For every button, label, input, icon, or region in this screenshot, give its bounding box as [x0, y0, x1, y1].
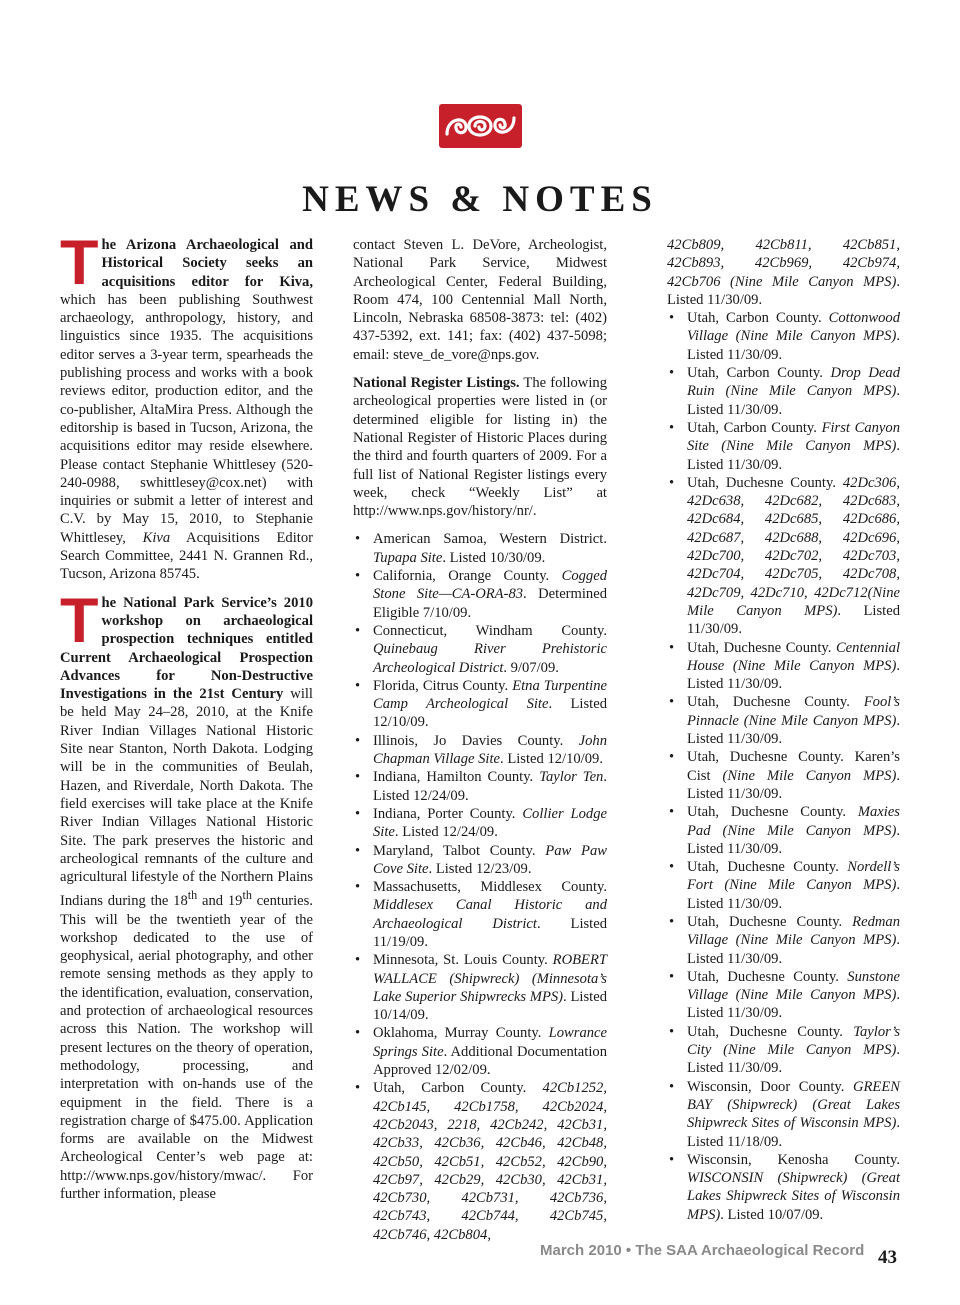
listing-location: Utah, Duchesne County.	[687, 913, 853, 930]
listing-status: . Listed 11/30/09.	[687, 657, 900, 693]
property-name: 42Cb1252, 42Cb145, 42Cb1758, 42Cb2024, 42Cb2043, 2218, 42Cb242, 42Cb31, 42Cb33, 42Cb36, 42Cb46, 42Cb48, 42Cb50, 42Cb51, 42Cb52, 42Cb90, 42Cb97, 42Cb29, 42Cb30, 42Cb31, 42Cb730, 42Cb731, 42Cb736, 42Cb743, 42Cb744, 42Cb745, 42Cb746, 42Cb804,	[373, 1080, 607, 1243]
list-item	[667, 419, 900, 474]
list-item	[667, 1078, 900, 1151]
list-item	[353, 951, 607, 1024]
property-name: ROBERT WALLACE (Shipwreck) (Minnesota’s Lake Superior Shipwrecks MPS)	[373, 952, 607, 1005]
property-name: GREEN BAY (Shipwreck) (Great Lakes Shipwreck Sites of Wisconsin MPS)	[687, 1078, 900, 1132]
listing-location: Illinois, Jo Davies County.	[373, 732, 579, 749]
listing-location: Utah, Carbon County.	[373, 1080, 543, 1097]
listing-status: . Determined Eligible 7/10/09.	[373, 586, 608, 621]
listing-location: Indiana, Hamilton County.	[373, 769, 540, 786]
listing-status: . Listed 11/30/09.	[687, 767, 900, 802]
nps-workshop-article	[60, 585, 313, 1204]
article-continuation: contact Steven L. DeVore, Archeologist, National Park Service, Midwest Archeological Center, Federal Building, Room 474, 100 Centennial Mall North, Lincoln, Nebraska 68508-3873: tel: (402) 437-5392, ext. 141; fax: (402) 437-5098; email: steve_de_vore@nps.gov.	[353, 237, 607, 363]
article-lead: he Arizona Archaeological and Historical Society seeks an acquisitions editor for Kiva,	[101, 237, 313, 290]
kiva-editor-article	[60, 228, 313, 584]
running-footer: March 2010 • The SAA Archaeological Record	[540, 1242, 865, 1259]
national-register-heading: National Register Listings.	[353, 375, 520, 392]
property-name: Cottonwood Village (Nine Mile Canyon MPS)	[687, 310, 900, 345]
listing-status: . Listed 11/30/09.	[687, 822, 900, 857]
list-item-continuation	[667, 236, 900, 309]
listing-status: . Listed 11/19/09.	[373, 915, 608, 950]
listing-status: . Listed 11/30/09.	[687, 932, 900, 967]
national-register-intro	[353, 374, 607, 520]
drop-cap: T	[60, 585, 99, 656]
listing-status: . Listed 12/10/09.	[373, 696, 607, 731]
listing-location: Utah, Duchesne County.	[687, 694, 864, 711]
listing-status: . Listed 11/30/09.	[687, 877, 900, 912]
article-body: and 19	[197, 893, 243, 910]
listing-status: . Listed 11/30/09.	[667, 273, 900, 308]
listing-status: . Listed 10/14/09.	[373, 988, 607, 1024]
listing-status: . Listed 11/18/09.	[687, 1115, 900, 1150]
property-name: WISCONSIN (Shipwreck) (Great Lakes Shipwreck Sites of Wisconsin MPS)	[687, 1170, 900, 1223]
property-name: Paw Paw Cove Site	[373, 842, 607, 877]
article-body: will be held May 24–28, 2010, at the Knife River Indian Villages National Historic Site near Stanton, North Dakota. Lodging will be in the communities of Beulah, Hazen, and Riverdale, North Dakota. The field exercises will take place at the Knife River Indian Villages National Historic Site. The park preserves the historic and archeological remnants of the culture and agricultural lifestyle of the Northern Plains Indians during the 18	[60, 686, 313, 910]
list-item	[667, 364, 900, 419]
property-name: Centennial House (Nine Mile Canyon MPS)	[687, 639, 900, 674]
property-name: John Chapman Village Site	[373, 732, 607, 768]
property-name: Taylor’s City (Nine Mile Canyon MPS)	[687, 1023, 900, 1059]
list-item	[667, 748, 900, 803]
list-item	[353, 732, 607, 769]
listing-status: . Listed 11/30/09.	[687, 602, 900, 638]
listing-location: Utah, Duchesne County.	[687, 804, 858, 821]
listing-status: . Listed 10/30/09.	[442, 549, 546, 566]
listing-status: . Listed 12/10/09.	[500, 751, 603, 768]
superscript: th	[242, 888, 252, 903]
article-body: centuries. This will be the twentieth year of the workshop dedicated to the use of geophysical, aerial photography, and other remote sensing methods as they apply to the identification, evaluation, conservation, and protection of archaeological resources across this Nation. The workshop will present lectures on the theory of operation, methodology, processing, and interpretation with on-hands use of the equipment in the field. There is a registration charge of $475.00. Application forms are available on the Midwest Archeological Center’s web page at: http://www.nps.gov/history/mwac/. For further information, please	[60, 893, 313, 1202]
page-number: 43	[878, 1247, 897, 1268]
listing-status: . Listed 10/07/09.	[720, 1206, 824, 1223]
property-name: Tupapa Site	[373, 549, 443, 566]
list-item	[667, 913, 900, 968]
article-lead: he National Park Service’s 2010 workshop on archaeological prospection techniques entitled Current Archaeological Prospection Advances for Non-Destructive Investigations in the 21st Century	[60, 594, 313, 703]
property-name: Quinebaug River Prehistoric Archeological District	[373, 641, 607, 676]
listing-status: . Listed 12/24/09.	[373, 769, 608, 804]
property-name: Drop Dead Ruin (Nine Mile Canyon MPS)	[687, 365, 900, 400]
national-register-intro-text: The following archeological properties were listed in (or determined eligible for listing in) the National Register of Historic Places during the third and fourth quarters of 2009. For a full list of National Register listings every week, check “Weekly List” at http://www.nps.gov/history/nr/.	[353, 375, 607, 520]
listings-column-3	[667, 236, 900, 1224]
listing-location: Massachusetts, Middlesex County.	[373, 879, 607, 896]
listing-status: . Additional Documentation Approved 12/02/09.	[373, 1043, 607, 1079]
listing-status: . Listed 11/30/09.	[687, 438, 900, 473]
listing-status: . 9/07/09.	[503, 659, 559, 676]
property-name: Fool’s Pinnacle (Nine Mile Canyon MPS)	[687, 694, 900, 729]
listing-location: Connecticut, Windham County.	[373, 622, 607, 639]
property-name: Collier Lodge Site	[373, 805, 607, 841]
listing-status: . Listed 12/23/09.	[428, 860, 532, 877]
superscript: th	[187, 888, 198, 903]
listing-location: Utah, Duchesne County.	[687, 859, 848, 876]
listing-location: Maryland, Talbot County.	[373, 842, 546, 859]
listing-location: Utah, Duchesne County.	[687, 968, 848, 985]
article-body: Acquisitions Editor Search Committee, 2441 N. Grannen Rd., Tucson, Arizona 85745.	[60, 529, 313, 583]
list-item	[353, 805, 607, 842]
listing-location: Wisconsin, Kenosha County.	[687, 1151, 900, 1168]
property-name: Sunstone Village (Nine Mile Canyon MPS)	[687, 968, 900, 1004]
article-body: which has been publishing Southwest archaeology, anthropology, history, and linguistics since 1935. The acquisitions editor serves a 3-year term, spearheads the publishing process and works with a book reviews editor, production editor, and the co-publisher, AltaMira Press. Although the editorship is based in Tucson, Arizona, the acquisitions editor may reside elsewhere. Please contact Stephanie Whittlesey (520-240-0988, swhittlesey@cox.net) with inquiries or submit a letter of interest and C.V. by May 15, 2010, to Stephanie Whittlesey,	[60, 291, 313, 546]
listing-location: California, Orange County.	[373, 568, 562, 585]
listing-status: . Listed 11/30/09.	[687, 712, 900, 748]
list-item	[353, 530, 607, 567]
listing-status: . Listed 12/24/09.	[394, 824, 498, 841]
list-item	[353, 842, 607, 879]
column-1	[60, 228, 313, 1213]
listing-location: Minnesota, St. Louis County.	[373, 952, 553, 969]
property-name: (Nine Mile Canyon MPS)	[722, 767, 897, 784]
property-name: First Canyon Site (Nine Mile Canyon MPS)	[687, 419, 900, 455]
property-name: 42Dc306, 42Dc638, 42Dc682, 42Dc683, 42Dc684, 42Dc685, 42Dc686, 42Dc687, 42Dc688, 42Dc696, 42Dc700, 42Dc702, 42Dc703, 42Dc704, 42Dc705, 42Dc708, 42Dc709, 42Dc710, 42Dc712(Nine Mile Canyon MPS)	[687, 474, 900, 619]
property-name: Lowrance Springs Site	[373, 1025, 607, 1060]
list-item	[667, 693, 900, 748]
property-name: Cogged Stone Site—CA-ORA-83	[373, 568, 607, 603]
property-name: Taylor Ten	[539, 769, 604, 786]
list-item	[353, 677, 607, 732]
listing-status: . Listed 11/30/09.	[687, 383, 900, 418]
listing-location: American Samoa, Western District.	[373, 531, 607, 548]
listing-status: . Listed 11/30/09.	[687, 328, 900, 363]
property-name: Nordell’s Fort (Nine Mile Canyon MPS)	[687, 859, 900, 894]
listing-location: Wisconsin, Door County.	[687, 1078, 853, 1095]
listing-location: Utah, Duchesne County.	[687, 474, 843, 491]
list-item	[353, 768, 607, 805]
list-item	[353, 1024, 607, 1079]
property-name: Middlesex Canal Historic and Archaeological District	[373, 897, 607, 932]
listing-location: Utah, Duchesne County.	[687, 1023, 854, 1040]
list-item	[667, 968, 900, 1023]
list-item	[667, 1023, 900, 1078]
list-item	[667, 858, 900, 913]
property-name: 42Cb809, 42Cb811, 42Cb851, 42Cb893, 42Cb969, 42Cb974, 42Cb706 (Nine Mile Canyon MPS)	[667, 237, 900, 290]
list-item	[667, 474, 900, 639]
listing-location: Utah, Duchesne County.	[687, 639, 836, 656]
listing-location: Utah, Carbon County.	[687, 365, 831, 382]
list-item	[667, 1151, 900, 1224]
listing-location: Utah, Duchesne County. Karen’s Cist	[687, 749, 900, 784]
column-2	[353, 236, 607, 1244]
section-title: NEWS & NOTES	[302, 179, 658, 220]
listing-status: . Listed 11/30/09.	[687, 987, 900, 1022]
list-item	[667, 309, 900, 364]
property-name: Maxies Pad (Nine Mile Canyon MPS)	[687, 804, 900, 839]
list-item	[353, 567, 607, 622]
listing-location: Indiana, Porter County.	[373, 805, 523, 822]
list-item	[667, 639, 900, 694]
list-item	[667, 803, 900, 858]
listing-location: Utah, Carbon County.	[687, 310, 829, 327]
listing-location: Utah, Carbon County.	[687, 419, 822, 436]
column-3	[667, 236, 900, 1224]
listings-column-2	[353, 530, 607, 1244]
property-name: Etna Turpentine Camp Archeological Site	[373, 677, 607, 713]
property-name: Redman Village (Nine Mile Canyon MPS)	[687, 913, 900, 949]
listing-status: . Listed 11/30/09.	[687, 1042, 900, 1077]
listing-location: Florida, Citrus County.	[373, 677, 513, 694]
spiral-logo-icon	[439, 104, 522, 148]
list-item	[353, 1079, 607, 1244]
journal-name: Kiva	[142, 529, 171, 546]
drop-cap: T	[60, 228, 99, 298]
list-item	[353, 878, 607, 951]
list-item	[353, 622, 607, 677]
listing-location: Oklahoma, Murray County.	[373, 1025, 549, 1042]
